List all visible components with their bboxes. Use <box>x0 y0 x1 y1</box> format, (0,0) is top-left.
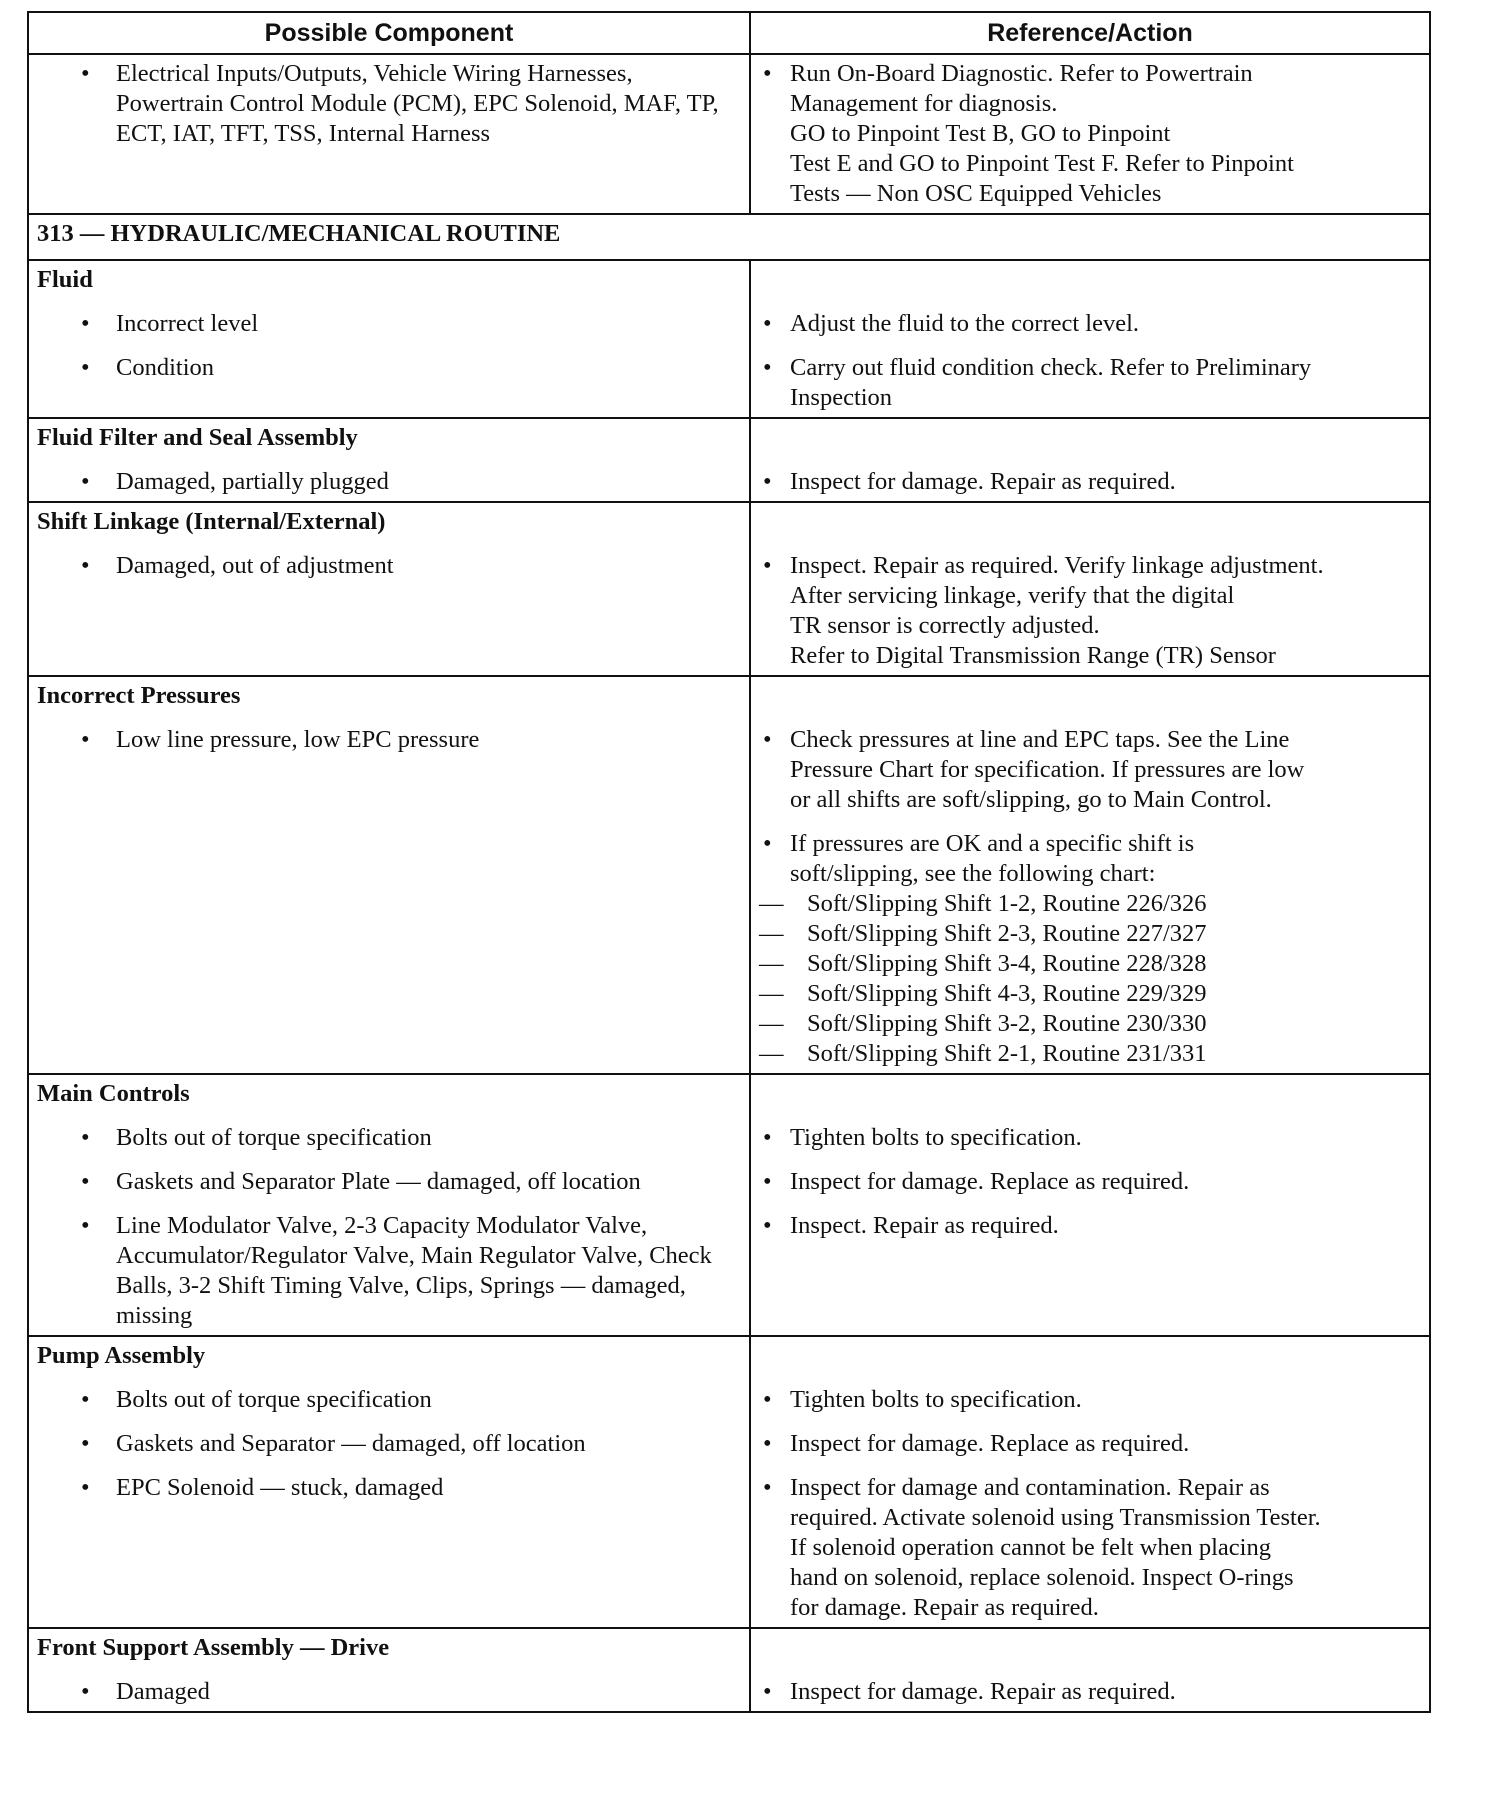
action-item <box>759 1167 1419 1197</box>
action-line: Run On-Board Diagnostic. Refer to Powertrain <box>790 60 1253 87</box>
table-row <box>28 54 1430 214</box>
action-item <box>759 829 1419 1069</box>
section-title: Fluid Filter and Seal Assembly <box>37 424 358 451</box>
dash-text: Soft/Slipping Shift 3-2, Routine 230/330 <box>807 1010 1207 1037</box>
action-line: Tests — Non OSC Equipped Vehicles <box>790 180 1162 207</box>
component-item <box>37 1167 739 1197</box>
bullet-icon: • <box>81 60 90 87</box>
dash-icon: — <box>759 890 784 917</box>
action-line: Inspect for damage and contamination. Repair as <box>790 1474 1270 1501</box>
action-item <box>759 1677 1419 1707</box>
component-text: Damaged, partially plugged <box>116 468 389 495</box>
dash-list-item <box>759 889 1419 919</box>
header-possible-component: Possible Component <box>28 12 750 54</box>
component-item <box>37 551 739 581</box>
action-line: Adjust the fluid to the correct level. <box>790 310 1140 337</box>
action-item <box>759 1429 1419 1459</box>
header-row <box>28 12 1430 54</box>
component-cell <box>28 54 750 214</box>
section-spacer <box>759 265 1419 295</box>
diagnostic-table <box>27 11 1431 1713</box>
dash-list-item <box>759 949 1419 979</box>
action-item <box>759 353 1419 413</box>
routine-title: 313 — HYDRAULIC/MECHANICAL ROUTINE <box>28 214 1430 260</box>
section-row <box>28 676 1430 1074</box>
action-item <box>759 551 1419 671</box>
bullet-icon: • <box>763 1430 772 1457</box>
bullet-icon: • <box>763 1124 772 1151</box>
bullet-icon: • <box>763 1168 772 1195</box>
component-text: EPC Solenoid — stuck, damaged <box>116 1474 444 1501</box>
component-item <box>37 1429 739 1459</box>
action-cell <box>750 1074 1430 1336</box>
action-line: Inspect for damage. Replace as required. <box>790 1430 1190 1457</box>
bullet-icon: • <box>763 1212 772 1239</box>
component-item <box>37 1677 739 1707</box>
bullet-icon: • <box>81 726 90 753</box>
action-cell <box>750 54 1430 214</box>
action-line: Inspect. Repair as required. Verify linkage adjustment. <box>790 552 1324 579</box>
component-item <box>37 467 739 497</box>
action-line: Carry out fluid condition check. Refer to Preliminary <box>790 354 1312 381</box>
action-line: Refer to Digital Transmission Range (TR) Sensor <box>790 642 1276 669</box>
dash-text: Soft/Slipping Shift 2-1, Routine 231/331 <box>807 1040 1207 1067</box>
action-line: soft/slipping, see the following chart: <box>790 860 1156 887</box>
action-line: for damage. Repair as required. <box>790 1594 1099 1621</box>
action-item <box>759 467 1419 497</box>
component-cell <box>28 260 750 418</box>
action-cell <box>750 1336 1430 1628</box>
section-row <box>28 1336 1430 1628</box>
action-line: or all shifts are soft/slipping, go to Main Control. <box>790 786 1272 813</box>
action-line: Tighten bolts to specification. <box>790 1124 1082 1151</box>
dash-text: Soft/Slipping Shift 2-3, Routine 227/327 <box>807 920 1207 947</box>
action-item <box>759 1385 1419 1415</box>
action-line: Test E and GO to Pinpoint Test F. Refer to Pinpoint <box>790 150 1294 177</box>
action-line: Inspect. Repair as required. <box>790 1212 1059 1239</box>
dash-list-item <box>759 1009 1419 1039</box>
action-line: Management for diagnosis. <box>790 90 1058 117</box>
action-line: Tighten bolts to specification. <box>790 1386 1082 1413</box>
section-row <box>28 418 1430 502</box>
component-text: Bolts out of torque specification <box>116 1124 432 1151</box>
section-title: Incorrect Pressures <box>37 682 241 709</box>
section-title: Main Controls <box>37 1080 190 1107</box>
component-cell <box>28 418 750 502</box>
section-spacer <box>759 1341 1419 1371</box>
component-item <box>37 309 739 339</box>
bullet-icon: • <box>81 310 90 337</box>
component-item <box>37 725 739 755</box>
bullet-icon: • <box>763 726 772 753</box>
action-line: If solenoid operation cannot be felt when placing <box>790 1534 1271 1561</box>
section-title: Front Support Assembly — Drive <box>37 1634 390 1661</box>
bullet-icon: • <box>763 310 772 337</box>
header-reference-action: Reference/Action <box>750 12 1430 54</box>
section-spacer <box>759 681 1419 711</box>
action-line: required. Activate solenoid using Transmission Tester. <box>790 1504 1321 1531</box>
bullet-icon: • <box>81 354 90 381</box>
action-line: After servicing linkage, verify that the digital <box>790 582 1235 609</box>
action-item <box>759 1473 1419 1623</box>
action-line: Inspect for damage. Repair as required. <box>790 468 1176 495</box>
action-cell <box>750 502 1430 676</box>
component-text: Gaskets and Separator Plate — damaged, off location <box>116 1168 641 1195</box>
component-text: Gaskets and Separator — damaged, off location <box>116 1430 586 1457</box>
action-line: Check pressures at line and EPC taps. See the Line <box>790 726 1290 753</box>
dash-icon: — <box>759 920 784 947</box>
bullet-icon: • <box>81 1386 90 1413</box>
action-item <box>759 725 1419 815</box>
dash-text: Soft/Slipping Shift 4-3, Routine 229/329 <box>807 980 1207 1007</box>
action-cell <box>750 1628 1430 1712</box>
component-item <box>37 353 739 383</box>
section-title: Fluid <box>37 266 93 293</box>
action-line: If pressures are OK and a specific shift is <box>790 830 1195 857</box>
action-item <box>759 59 1419 209</box>
section-title: Pump Assembly <box>37 1342 206 1369</box>
component-cell <box>28 1628 750 1712</box>
bullet-icon: • <box>763 552 772 579</box>
action-cell <box>750 418 1430 502</box>
action-item <box>759 1211 1419 1241</box>
component-cell <box>28 676 750 1074</box>
action-item <box>759 309 1419 339</box>
dash-list-item <box>759 919 1419 949</box>
bullet-icon: • <box>763 60 772 87</box>
section-spacer <box>759 1633 1419 1663</box>
component-text: Bolts out of torque specification <box>116 1386 432 1413</box>
component-text: Damaged, out of adjustment <box>116 552 394 579</box>
component-item <box>37 1473 739 1503</box>
bullet-icon: • <box>763 830 772 857</box>
dash-list-item <box>759 1039 1419 1069</box>
action-line: TR sensor is correctly adjusted. <box>790 612 1100 639</box>
action-line: Pressure Chart for specification. If pressures are low <box>790 756 1305 783</box>
section-row <box>28 1074 1430 1336</box>
section-row <box>28 1628 1430 1712</box>
component-cell <box>28 1074 750 1336</box>
bullet-icon: • <box>81 468 90 495</box>
component-item <box>37 1123 739 1153</box>
component-text: Damaged <box>116 1678 210 1705</box>
bullet-icon: • <box>81 1168 90 1195</box>
component-text: Low line pressure, low EPC pressure <box>116 726 480 753</box>
bullet-icon: • <box>81 552 90 579</box>
component-cell <box>28 1336 750 1628</box>
dash-text: Soft/Slipping Shift 3-4, Routine 228/328 <box>807 950 1207 977</box>
bullet-icon: • <box>81 1430 90 1457</box>
component-text: Incorrect level <box>116 310 259 337</box>
dash-icon: — <box>759 1010 784 1037</box>
bullet-icon: • <box>763 468 772 495</box>
component-item <box>37 1211 739 1331</box>
dash-text: Soft/Slipping Shift 1-2, Routine 226/326 <box>807 890 1207 917</box>
action-line: hand on solenoid, replace solenoid. Inspect O-rings <box>790 1564 1294 1591</box>
bullet-icon: • <box>81 1212 90 1239</box>
dash-list-item <box>759 979 1419 1009</box>
dash-icon: — <box>759 1040 784 1067</box>
section-spacer <box>759 507 1419 537</box>
bullet-icon: • <box>81 1124 90 1151</box>
dash-icon: — <box>759 980 784 1007</box>
section-title: Shift Linkage (Internal/External) <box>37 508 386 535</box>
section-spacer <box>759 1079 1419 1109</box>
section-row <box>28 502 1430 676</box>
action-line: Inspection <box>790 384 893 411</box>
bullet-icon: • <box>81 1678 90 1705</box>
action-line: Inspect for damage. Repair as required. <box>790 1678 1176 1705</box>
component-item <box>37 59 739 149</box>
section-row <box>28 260 1430 418</box>
component-text: Line Modulator Valve, 2-3 Capacity Modulator Valve, Accumulator/Regulator Valve, Main Regulator Valve, Check Balls, 3-2 Shift Timing Valve, Clips, Springs — damaged, missing <box>116 1212 712 1329</box>
component-text: Electrical Inputs/Outputs, Vehicle Wiring Harnesses, Powertrain Control Module (PCM), EPC Solenoid, MAF, TP, ECT, IAT, TFT, TSS, Internal Harness <box>116 60 719 147</box>
action-line: GO to Pinpoint Test B, GO to Pinpoint <box>790 120 1171 147</box>
action-line: Inspect for damage. Replace as required. <box>790 1168 1190 1195</box>
action-item <box>759 1123 1419 1153</box>
component-text: Condition <box>116 354 215 381</box>
section-spacer <box>759 423 1419 453</box>
action-cell <box>750 676 1430 1074</box>
component-item <box>37 1385 739 1415</box>
bullet-icon: • <box>763 1474 772 1501</box>
bullet-icon: • <box>81 1474 90 1501</box>
routine-row <box>28 214 1430 260</box>
component-cell <box>28 502 750 676</box>
bullet-icon: • <box>763 1678 772 1705</box>
bullet-icon: • <box>763 1386 772 1413</box>
action-cell <box>750 260 1430 418</box>
dash-icon: — <box>759 950 784 977</box>
bullet-icon: • <box>763 354 772 381</box>
